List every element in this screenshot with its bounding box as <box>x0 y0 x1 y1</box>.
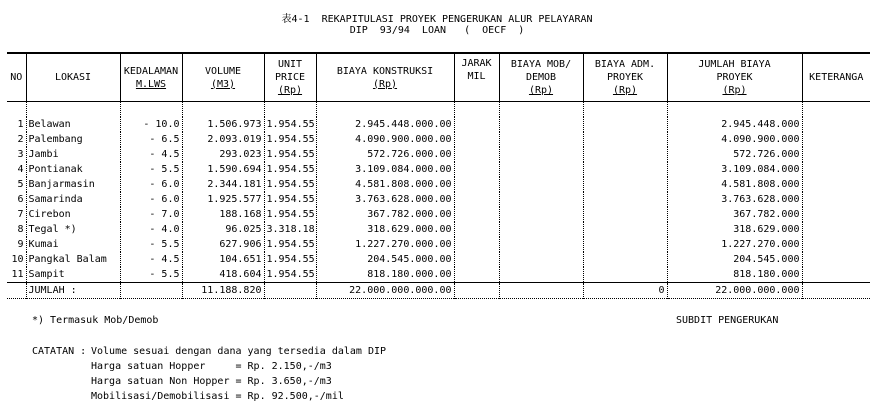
cell-kedalaman: - 5.5 <box>120 267 182 283</box>
cell-jarak <box>454 162 499 177</box>
cell-kedalaman: - 6.0 <box>120 192 182 207</box>
cell-unit-price: 1.954.55 <box>264 147 316 162</box>
cell-biaya-konstruksi: 3.763.628.000.00 <box>316 192 454 207</box>
cell-biaya-konstruksi: 4.581.808.000.00 <box>316 177 454 192</box>
table-row <box>7 207 870 222</box>
table-row <box>7 267 870 283</box>
col-biaya-konstruksi: BIAYA KONSTRUKSI (Rp) <box>316 53 454 102</box>
cell-jarak <box>454 252 499 267</box>
cell-biaya-adm <box>583 117 667 132</box>
signature-unit: SUBDIT PENGERUKAN <box>676 315 779 326</box>
table-row <box>7 252 870 267</box>
table-row <box>7 192 870 207</box>
cell-keterangan <box>802 237 870 252</box>
catatan-line-1: Volume sesuai dengan dana yang tersedia dalam DIP <box>91 346 387 357</box>
cell-lokasi: Belawan <box>26 117 120 132</box>
cell-biaya-konstruksi: 2.945.448.000.00 <box>316 117 454 132</box>
cell-jumlah: 3.109.084.000 <box>667 162 802 177</box>
cell-no: 2 <box>17 134 24 145</box>
cell-no: 9 <box>17 239 24 250</box>
cell-biaya-mob <box>499 132 583 147</box>
header-row <box>7 53 870 102</box>
total-row <box>7 283 870 299</box>
cell-no: 3 <box>17 149 24 160</box>
cell-no: 1 <box>17 119 24 130</box>
cell-biaya-adm <box>583 192 667 207</box>
cell-biaya-mob <box>499 117 583 132</box>
table-row <box>7 147 870 162</box>
cell-keterangan <box>802 117 870 132</box>
col-unit-price: UNIT PRICE (Rp) <box>264 53 316 102</box>
total-jumlah: 22.000.000.000 <box>667 283 802 299</box>
recap-table <box>7 52 870 299</box>
cell-lokasi: Pangkal Balam <box>26 252 120 267</box>
cell-biaya-mob <box>499 267 583 283</box>
cell-volume: 1.590.694 <box>182 162 264 177</box>
cell-unit-price: 1.954.55 <box>264 162 316 177</box>
cell-jumlah: 4.090.900.000 <box>667 132 802 147</box>
cell-unit-price: 1.954.55 <box>264 207 316 222</box>
cell-unit-price: 1.954.55 <box>264 267 316 283</box>
cell-jarak <box>454 147 499 162</box>
cell-keterangan <box>802 132 870 147</box>
cell-biaya-adm <box>583 267 667 283</box>
cell-biaya-konstruksi: 318.629.000.00 <box>316 222 454 237</box>
cell-volume: 2.093.019 <box>182 132 264 147</box>
cell-biaya-mob <box>499 252 583 267</box>
col-no: NO <box>10 72 23 83</box>
col-volume: VOLUME (M3) <box>182 53 264 102</box>
cell-biaya-adm <box>583 177 667 192</box>
cell-lokasi: Samarinda <box>26 192 120 207</box>
cell-keterangan <box>802 267 870 283</box>
catatan-line-4: Mobilisasi/Demobilisasi = Rp. 92.500,-/mil <box>91 391 344 402</box>
cell-biaya-konstruksi: 367.782.000.00 <box>316 207 454 222</box>
cell-biaya-konstruksi: 204.545.000.00 <box>316 252 454 267</box>
cell-unit-price: 3.318.18 <box>264 222 316 237</box>
cell-keterangan <box>802 192 870 207</box>
col-kedalaman: KEDALAMAN M.LWS <box>120 53 182 102</box>
cell-biaya-mob <box>499 162 583 177</box>
cell-jarak <box>454 267 499 283</box>
cell-jumlah: 318.629.000 <box>667 222 802 237</box>
cell-kedalaman: - 6.0 <box>120 177 182 192</box>
cell-biaya-adm <box>583 207 667 222</box>
cell-biaya-mob <box>499 192 583 207</box>
table-row <box>7 177 870 192</box>
table-row <box>7 222 870 237</box>
cell-keterangan <box>802 207 870 222</box>
cell-biaya-mob <box>499 207 583 222</box>
cell-jumlah: 818.180.000 <box>667 267 802 283</box>
col-keterangan: KETERANGA <box>802 53 870 102</box>
cell-lokasi: Kumai <box>26 237 120 252</box>
cell-unit-price: 1.954.55 <box>264 177 316 192</box>
cell-biaya-konstruksi: 818.180.000.00 <box>316 267 454 283</box>
cell-no: 8 <box>17 224 24 235</box>
cell-kedalaman: - 4.5 <box>120 252 182 267</box>
cell-biaya-konstruksi: 1.227.270.000.00 <box>316 237 454 252</box>
col-biaya-adm: BIAYA ADM. PROYEK (Rp) <box>583 53 667 102</box>
col-biaya-mob: BIAYA MOB/ DEMOB (Rp) <box>499 53 583 102</box>
cell-jumlah: 572.726.000 <box>667 147 802 162</box>
cell-kedalaman: - 6.5 <box>120 132 182 147</box>
cell-jumlah: 2.945.448.000 <box>667 117 802 132</box>
cell-jumlah: 4.581.808.000 <box>667 177 802 192</box>
cell-kedalaman: - 4.0 <box>120 222 182 237</box>
cell-lokasi: Sampit <box>26 267 120 283</box>
cell-kedalaman: - 10.0 <box>120 117 182 132</box>
col-lokasi: LOKASI <box>26 53 120 102</box>
cell-biaya-konstruksi: 3.109.084.000.00 <box>316 162 454 177</box>
cell-no: 5 <box>17 179 24 190</box>
cell-jarak <box>454 222 499 237</box>
cell-unit-price: 1.954.55 <box>264 237 316 252</box>
table-title: 表4-1 REKAPITULASI PROYEK PENGERUKAN ALUR PELAYARAN <box>281 14 593 25</box>
cell-biaya-adm <box>583 252 667 267</box>
cell-volume: 418.604 <box>182 267 264 283</box>
cell-biaya-adm <box>583 147 667 162</box>
catatan-label: CATATAN : <box>32 346 87 357</box>
cell-jarak <box>454 117 499 132</box>
table-row <box>7 237 870 252</box>
cell-biaya-adm <box>583 237 667 252</box>
cell-no: 10 <box>11 254 24 265</box>
cell-biaya-konstruksi: 572.726.000.00 <box>316 147 454 162</box>
cell-volume: 2.344.181 <box>182 177 264 192</box>
col-jarak: JARAK MIL <box>454 53 499 102</box>
table-row <box>7 162 870 177</box>
cell-lokasi: Banjarmasin <box>26 177 120 192</box>
table-row <box>7 117 870 132</box>
cell-volume: 188.168 <box>182 207 264 222</box>
cell-no: 7 <box>17 209 24 220</box>
cell-no: 11 <box>11 269 24 280</box>
total-label: JUMLAH : <box>26 283 120 299</box>
total-biaya-adm: 0 <box>583 283 667 299</box>
cell-lokasi: Cirebon <box>26 207 120 222</box>
cell-biaya-adm <box>583 222 667 237</box>
cell-lokasi: Tegal *) <box>26 222 120 237</box>
cell-biaya-mob <box>499 237 583 252</box>
cell-biaya-mob <box>499 222 583 237</box>
cell-volume: 1.506.973 <box>182 117 264 132</box>
cell-volume: 104.651 <box>182 252 264 267</box>
cell-biaya-mob <box>499 147 583 162</box>
cell-jarak <box>454 177 499 192</box>
total-biaya-konstruksi: 22.000.000.000.00 <box>316 283 454 299</box>
cell-unit-price: 1.954.55 <box>264 117 316 132</box>
cell-kedalaman: - 7.0 <box>120 207 182 222</box>
table-subtitle: DIP 93/94 LOAN ( OECF ) <box>349 25 525 36</box>
cell-lokasi: Pontianak <box>26 162 120 177</box>
cell-no: 4 <box>17 164 24 175</box>
cell-keterangan <box>802 162 870 177</box>
cell-keterangan <box>802 147 870 162</box>
cell-kedalaman: - 5.5 <box>120 237 182 252</box>
cell-unit-price: 1.954.55 <box>264 192 316 207</box>
cell-jarak <box>454 192 499 207</box>
cell-no: 6 <box>17 194 24 205</box>
cell-lokasi: Jambi <box>26 147 120 162</box>
cell-keterangan <box>802 177 870 192</box>
cell-jumlah: 3.763.628.000 <box>667 192 802 207</box>
footnote: *) Termasuk Mob/Demob <box>32 315 159 326</box>
cell-jumlah: 367.782.000 <box>667 207 802 222</box>
cell-kedalaman: - 5.5 <box>120 162 182 177</box>
cell-volume: 627.906 <box>182 237 264 252</box>
cell-jarak <box>454 132 499 147</box>
cell-volume: 293.023 <box>182 147 264 162</box>
cell-jumlah: 1.227.270.000 <box>667 237 802 252</box>
col-jumlah-biaya: JUMLAH BIAYA PROYEK (Rp) <box>667 53 802 102</box>
cell-biaya-mob <box>499 177 583 192</box>
cell-biaya-konstruksi: 4.090.900.000.00 <box>316 132 454 147</box>
cell-lokasi: Palembang <box>26 132 120 147</box>
cell-volume: 1.925.577 <box>182 192 264 207</box>
cell-keterangan <box>802 222 870 237</box>
spacer-row <box>7 102 870 118</box>
cell-biaya-adm <box>583 162 667 177</box>
cell-jumlah: 204.545.000 <box>667 252 802 267</box>
cell-biaya-adm <box>583 132 667 147</box>
cell-jarak <box>454 207 499 222</box>
cell-kedalaman: - 4.5 <box>120 147 182 162</box>
cell-volume: 96.025 <box>182 222 264 237</box>
total-volume: 11.188.820 <box>182 283 264 299</box>
catatan-line-2: Harga satuan Hopper = Rp. 2.150,-/m3 <box>91 361 332 372</box>
cell-jarak <box>454 237 499 252</box>
cell-unit-price: 1.954.55 <box>264 132 316 147</box>
cell-unit-price: 1.954.55 <box>264 252 316 267</box>
cell-keterangan <box>802 252 870 267</box>
catatan-line-3: Harga satuan Non Hopper = Rp. 3.650,-/m3 <box>91 376 332 387</box>
table-row <box>7 132 870 147</box>
